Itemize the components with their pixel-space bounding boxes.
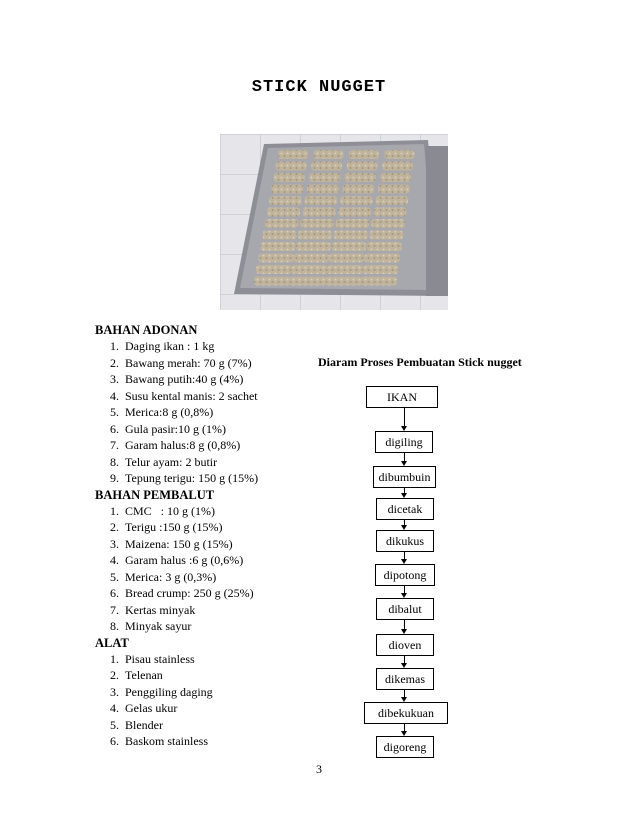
nugget-stick (307, 185, 339, 194)
item-text: Susu kental manis: 2 sachet (125, 388, 258, 403)
item-text: Tepung terigu: 150 g (15%) (125, 471, 259, 485)
nugget-stick (340, 196, 372, 205)
nugget-stick (327, 265, 363, 274)
list-item (95, 536, 325, 553)
item-number: 1. (110, 503, 119, 518)
diagram-title: Diaram Proses Pembuatan Stick nugget (318, 355, 522, 369)
nugget-stick (331, 242, 366, 251)
nugget-stick (311, 162, 342, 171)
list-item (95, 388, 325, 405)
list-item (95, 651, 325, 668)
nugget-stick (265, 219, 299, 228)
flow-step-box: dikemas (376, 668, 434, 690)
list-item (95, 371, 325, 388)
item-text: Merica: 3 g (0,3%) (125, 569, 217, 584)
nugget-stick (367, 242, 402, 251)
list-item (95, 503, 325, 520)
item-text: Merica:8 g (0,8%) (125, 405, 214, 419)
flow-step-box: dibumbuin (373, 466, 436, 488)
item-number: 1. (110, 339, 119, 353)
item-number: 4. (110, 553, 119, 567)
flow-connector (404, 408, 405, 427)
item-text: Bread crump: 250 g (25%) (125, 586, 254, 600)
nugget-stick (325, 277, 362, 286)
nugget-stick (314, 150, 344, 159)
item-text: Maizena: 150 g (15%) (125, 536, 233, 551)
nugget-stick (305, 196, 337, 205)
ingredient-list (95, 503, 325, 635)
nugget-stick (278, 150, 308, 159)
item-number: 2. (110, 520, 119, 534)
nugget-stick (300, 219, 334, 228)
nugget-stick (267, 208, 300, 217)
item-text: Penggiling daging (125, 684, 213, 699)
section-bahan-pembalut (95, 487, 325, 635)
list-item (95, 421, 325, 438)
tool-list (95, 651, 325, 750)
item-text: Gula pasir:10 g (1%) (125, 421, 226, 436)
flow-step-box: digoreng (376, 736, 434, 758)
nugget-stick (349, 150, 379, 159)
nugget-stick (376, 196, 408, 205)
flow-step-box: dibalut (376, 598, 434, 620)
section-alat (95, 635, 325, 750)
nugget-stick (289, 277, 326, 286)
list-item (95, 569, 325, 586)
nugget-stick (303, 208, 336, 217)
list-item (95, 602, 325, 619)
item-text: Gelas ukur (125, 701, 178, 715)
list-item (95, 519, 325, 536)
nugget-stick (258, 254, 293, 263)
nugget-stick (365, 254, 400, 263)
nugget-stick (276, 162, 307, 171)
item-number: 1. (110, 651, 119, 666)
flow-step-box: dicetak (376, 498, 434, 520)
nugget-stick (254, 277, 291, 286)
page-number: 3 (316, 762, 322, 776)
section-title: BAHAN ADONAN (95, 323, 198, 337)
nugget-stick (263, 231, 297, 240)
item-number: 4. (110, 388, 119, 403)
item-number: 6. (110, 586, 119, 600)
nugget-stick (363, 265, 399, 274)
nugget-stick (274, 173, 305, 182)
flow-step-box: dipotong (375, 564, 435, 586)
section-title: BAHAN PEMBALUT (95, 487, 215, 502)
nugget-stick (256, 265, 292, 274)
item-number: 2. (110, 355, 119, 370)
item-text: Garam halus :6 g (0,6%) (125, 553, 244, 567)
list-item (95, 700, 325, 717)
section-bahan-adonan (95, 322, 325, 487)
nugget-stick (271, 185, 303, 194)
item-text: Garam halus:8 g (0,8%) (125, 438, 241, 452)
item-number: 3. (110, 372, 119, 386)
nugget-stick (338, 208, 371, 217)
nugget-stick (260, 242, 295, 251)
item-text: Telur ayam: 2 butir (125, 454, 218, 469)
item-number: 5. (110, 569, 119, 584)
nugget-stick (385, 150, 415, 159)
item-number: 3. (110, 536, 119, 551)
nugget-stick (380, 173, 411, 182)
list-item (95, 355, 325, 372)
list-item (95, 585, 325, 602)
list-item (95, 684, 325, 701)
item-text: Bawang putih:40 g (4%) (125, 372, 244, 386)
nugget-tray-photo (220, 134, 448, 310)
list-item (95, 437, 325, 454)
item-number: 7. (110, 438, 119, 452)
item-number: 9. (110, 471, 119, 485)
item-text: CMC : 10 g (1%) (125, 503, 215, 518)
nugget-stick (292, 265, 328, 274)
nugget-stick (378, 185, 410, 194)
list-item (95, 717, 325, 734)
item-number: 3. (110, 684, 119, 699)
list-item (95, 404, 325, 421)
nugget-stick (342, 185, 374, 194)
item-text: Kertas minyak (125, 602, 196, 617)
nugget-stick (369, 231, 403, 240)
flow-step-box: dioven (376, 634, 434, 656)
flow-step-box: IKAN (366, 386, 438, 408)
item-text: Terigu :150 g (15%) (125, 520, 223, 534)
item-number: 8. (110, 619, 119, 633)
list-item (95, 552, 325, 569)
nugget-stick (296, 242, 331, 251)
nugget-stick (345, 173, 376, 182)
list-item (95, 667, 325, 684)
list-item (95, 454, 325, 471)
nugget-stick (360, 277, 397, 286)
item-number: 6. (110, 734, 119, 748)
nugget-stick (371, 219, 405, 228)
item-number: 5. (110, 717, 119, 732)
section-title: ALAT (95, 635, 129, 650)
nugget-stick (294, 254, 329, 263)
item-number: 6. (110, 421, 119, 436)
item-number: 8. (110, 454, 119, 469)
nugget-stick (382, 162, 413, 171)
item-text: Minyak sayur (125, 619, 192, 633)
flow-step-box: dibekukuan (364, 702, 448, 724)
nugget-stick (309, 173, 340, 182)
ingredients-column (95, 322, 325, 750)
item-number: 5. (110, 405, 119, 419)
list-item (95, 733, 325, 750)
nugget-stick (374, 208, 407, 217)
item-number: 2. (110, 668, 119, 682)
nugget-stick (329, 254, 364, 263)
item-text: Bawang merah: 70 g (7%) (125, 355, 252, 370)
item-text: Telenan (125, 668, 163, 682)
item-number: 7. (110, 602, 119, 617)
nugget-stick (347, 162, 378, 171)
nugget-stick (334, 231, 368, 240)
list-item (95, 470, 325, 487)
item-text: Pisau stainless (125, 651, 195, 666)
page-title: STICK NUGGET (251, 78, 387, 97)
nugget-stick (336, 219, 370, 228)
nugget-stick (269, 196, 301, 205)
item-number: 4. (110, 701, 119, 715)
nugget-stick (298, 231, 332, 240)
item-text: Baskom stainless (125, 734, 208, 748)
list-item (95, 618, 325, 635)
item-text: Daging ikan : 1 kg (125, 339, 215, 353)
ingredient-list (95, 338, 325, 487)
item-text: Blender (125, 717, 163, 732)
flow-step-box: digiling (375, 431, 433, 453)
flow-step-box: dikukus (376, 530, 434, 552)
list-item (95, 338, 325, 355)
